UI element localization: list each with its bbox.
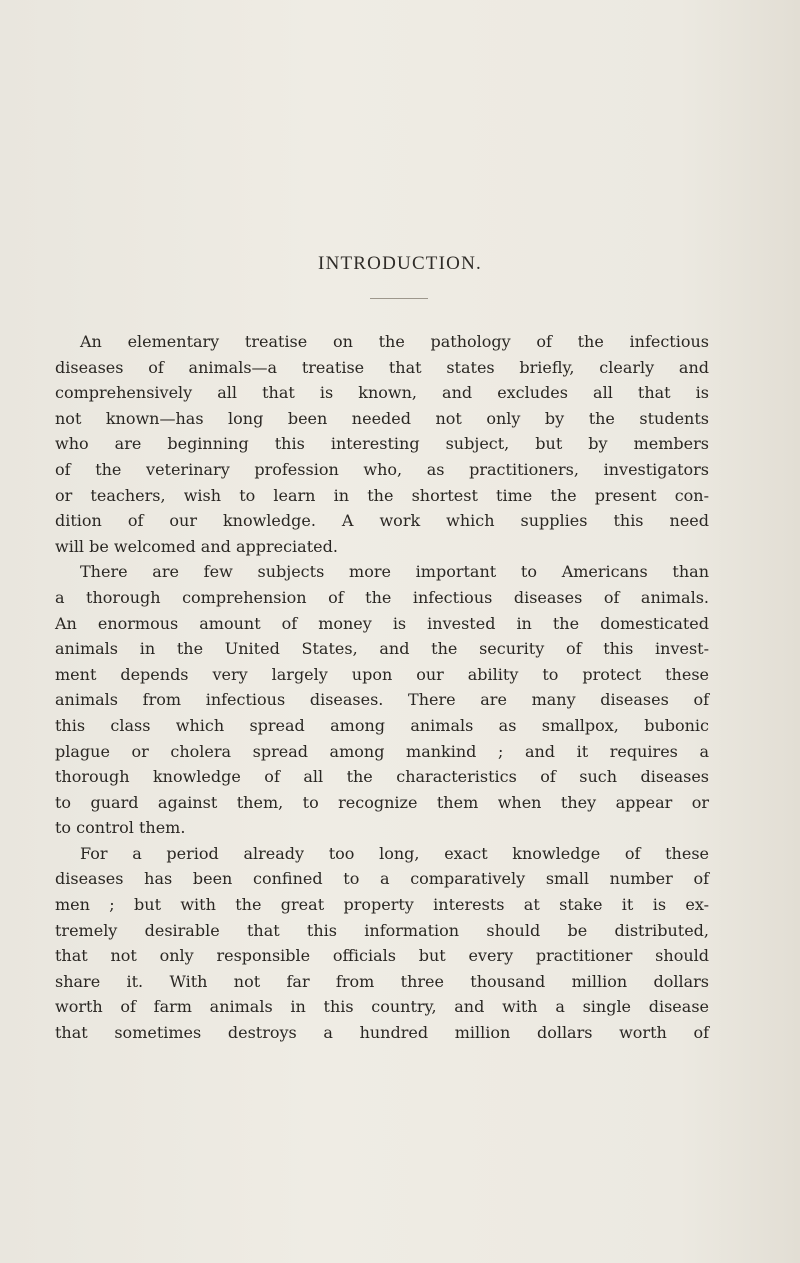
text-line: that not only responsible officials but every practitioner should xyxy=(55,946,709,966)
text-line: share it. With not far from three thousand million dollars xyxy=(55,971,709,991)
text-line: An elementary treatise on the pathology of the infectious xyxy=(80,332,709,351)
body-text xyxy=(55,329,709,1046)
text-line: animals from infectious diseases. There are many diseases of xyxy=(55,690,709,710)
text-line: comprehensively all that is known, and excludes all that is xyxy=(55,383,709,403)
text-line: An enormous amount of money is invested in the domesticated xyxy=(55,613,709,633)
text-line: plague or cholera spread among mankind ; and it requires a xyxy=(55,741,709,761)
text-line: not known—has long been needed not only by the students xyxy=(55,408,709,428)
text-line: tremely desirable that this information should be distributed, xyxy=(55,920,709,940)
text-line: diseases has been confined to a comparatively small number of xyxy=(55,869,709,889)
text-line: men ; but with the great property interests at stake it is ex- xyxy=(55,895,709,915)
text-line: will be welcomed and appreciated. xyxy=(55,536,338,556)
text-line: of the veterinary profession who, as practitioners, investigators xyxy=(55,459,709,479)
text-line: animals in the United States, and the security of this invest- xyxy=(55,639,709,659)
text-line: to guard against them, to recognize them when they appear or xyxy=(55,792,709,812)
text-line: For a period already too long, exact knowledge of these xyxy=(80,843,709,863)
text-line: There are few subjects more important to Americans than xyxy=(80,562,709,582)
text-line: worth of farm animals in this country, and with a single disease xyxy=(55,997,709,1017)
text-line: that sometimes destroys a hundred million dollars worth of xyxy=(55,1023,709,1043)
text-line: who are beginning this interesting subject, but by members xyxy=(55,434,709,454)
text-line: this class which spread among animals as smallpox, bubonic xyxy=(55,715,709,735)
text-line: a thorough comprehension of the infectious diseases of animals. xyxy=(55,587,709,607)
title-rule xyxy=(370,298,428,299)
text-line: or teachers, wish to learn in the shortest time the present con- xyxy=(55,485,709,505)
text-line: dition of our knowledge. A work which supplies this need xyxy=(55,511,709,531)
text-line: thorough knowledge of all the characteristics of such diseases xyxy=(55,767,709,787)
page-title: INTRODUCTION. xyxy=(318,253,482,274)
text-line: diseases of animals—a treatise that states briefly, clearly and xyxy=(55,357,709,377)
text-line: ment depends very largely upon our ability to protect these xyxy=(55,664,709,684)
text-line: to control them. xyxy=(55,818,186,838)
